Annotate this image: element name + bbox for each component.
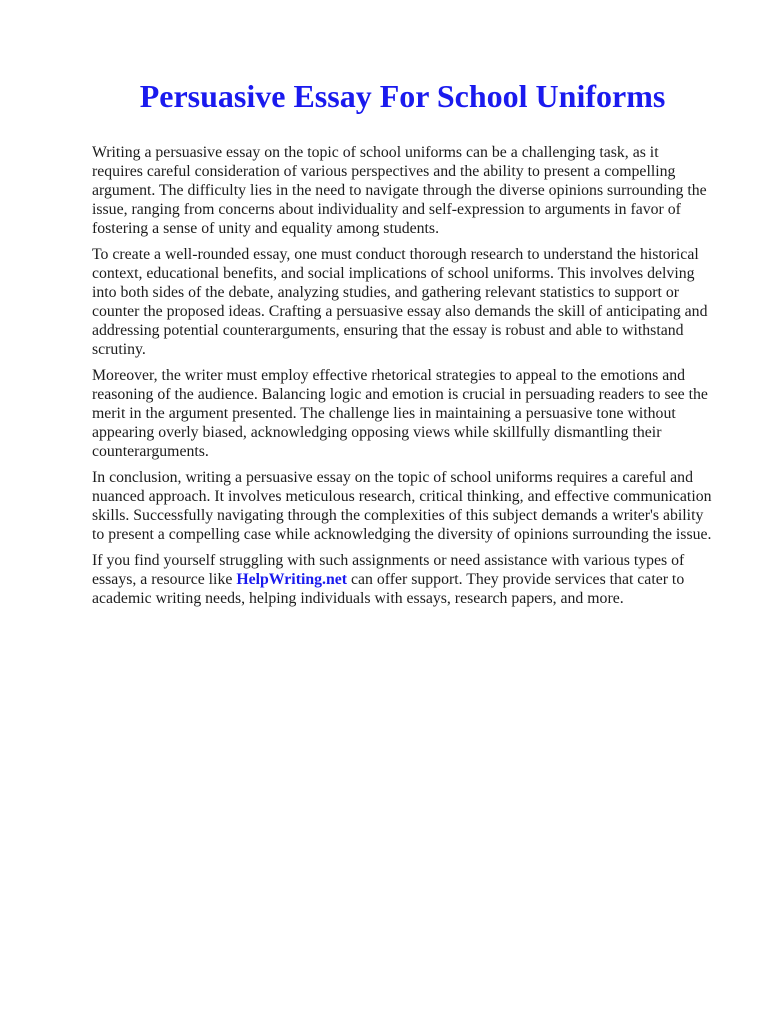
page-title: Persuasive Essay For School Uniforms bbox=[139, 78, 666, 114]
helpwriting-link[interactable]: HelpWriting.net bbox=[236, 570, 348, 588]
paragraph-intro: Writing a persuasive essay on the topic of school uniforms can be a challenging task, as it requires careful consideration of various perspectives and the ability to present a compelling argument. The difficulty lies in the need to navigate through the diverse opinions surrounding the issue, ranging from concerns about individuality and self-expression to arguments in favor of fostering a sense of unity and equality among students. bbox=[92, 143, 707, 237]
paragraph-conclusion: In conclusion, writing a persuasive essay on the topic of school uniforms requires a careful and nuanced approach. It involves meticulous research, critical thinking, and effective communication skills. Successfully navigating through the complexities of this subject demands a writer's ability to present a compelling case while acknowledging the diversity of opinions surrounding the issue. bbox=[92, 468, 712, 543]
closing-text-before: If you find yourself struggling with such assignments or need assistance with various types of essays, a resource like bbox=[92, 551, 685, 588]
paragraph-closing bbox=[92, 551, 713, 608]
paragraph-rhetoric: Moreover, the writer must employ effective rhetorical strategies to appeal to the emotions and reasoning of the audience. Balancing logic and emotion is crucial in persuading readers to see the merit in the argument presented. The challenge lies in maintaining a persuasive tone without appearing overly biased, acknowledging opposing views while skillfully dismantling their counterarguments. bbox=[92, 366, 708, 460]
document-content bbox=[0, 78, 768, 608]
closing-text-after: can offer support. They provide services that cater to academic writing needs, helping individuals with essays, research papers, and more. bbox=[92, 570, 685, 607]
paragraph-research: To create a well-rounded essay, one must conduct thorough research to understand the historical context, educational benefits, and social implications of school uniforms. This involves delving into both sides of the debate, analyzing studies, and gathering relevant statistics to support or counter the proposed ideas. Crafting a persuasive essay also demands the skill of anticipating and addressing potential counterarguments, ensuring that the essay is robust and able to withstand scrutiny. bbox=[92, 245, 708, 358]
